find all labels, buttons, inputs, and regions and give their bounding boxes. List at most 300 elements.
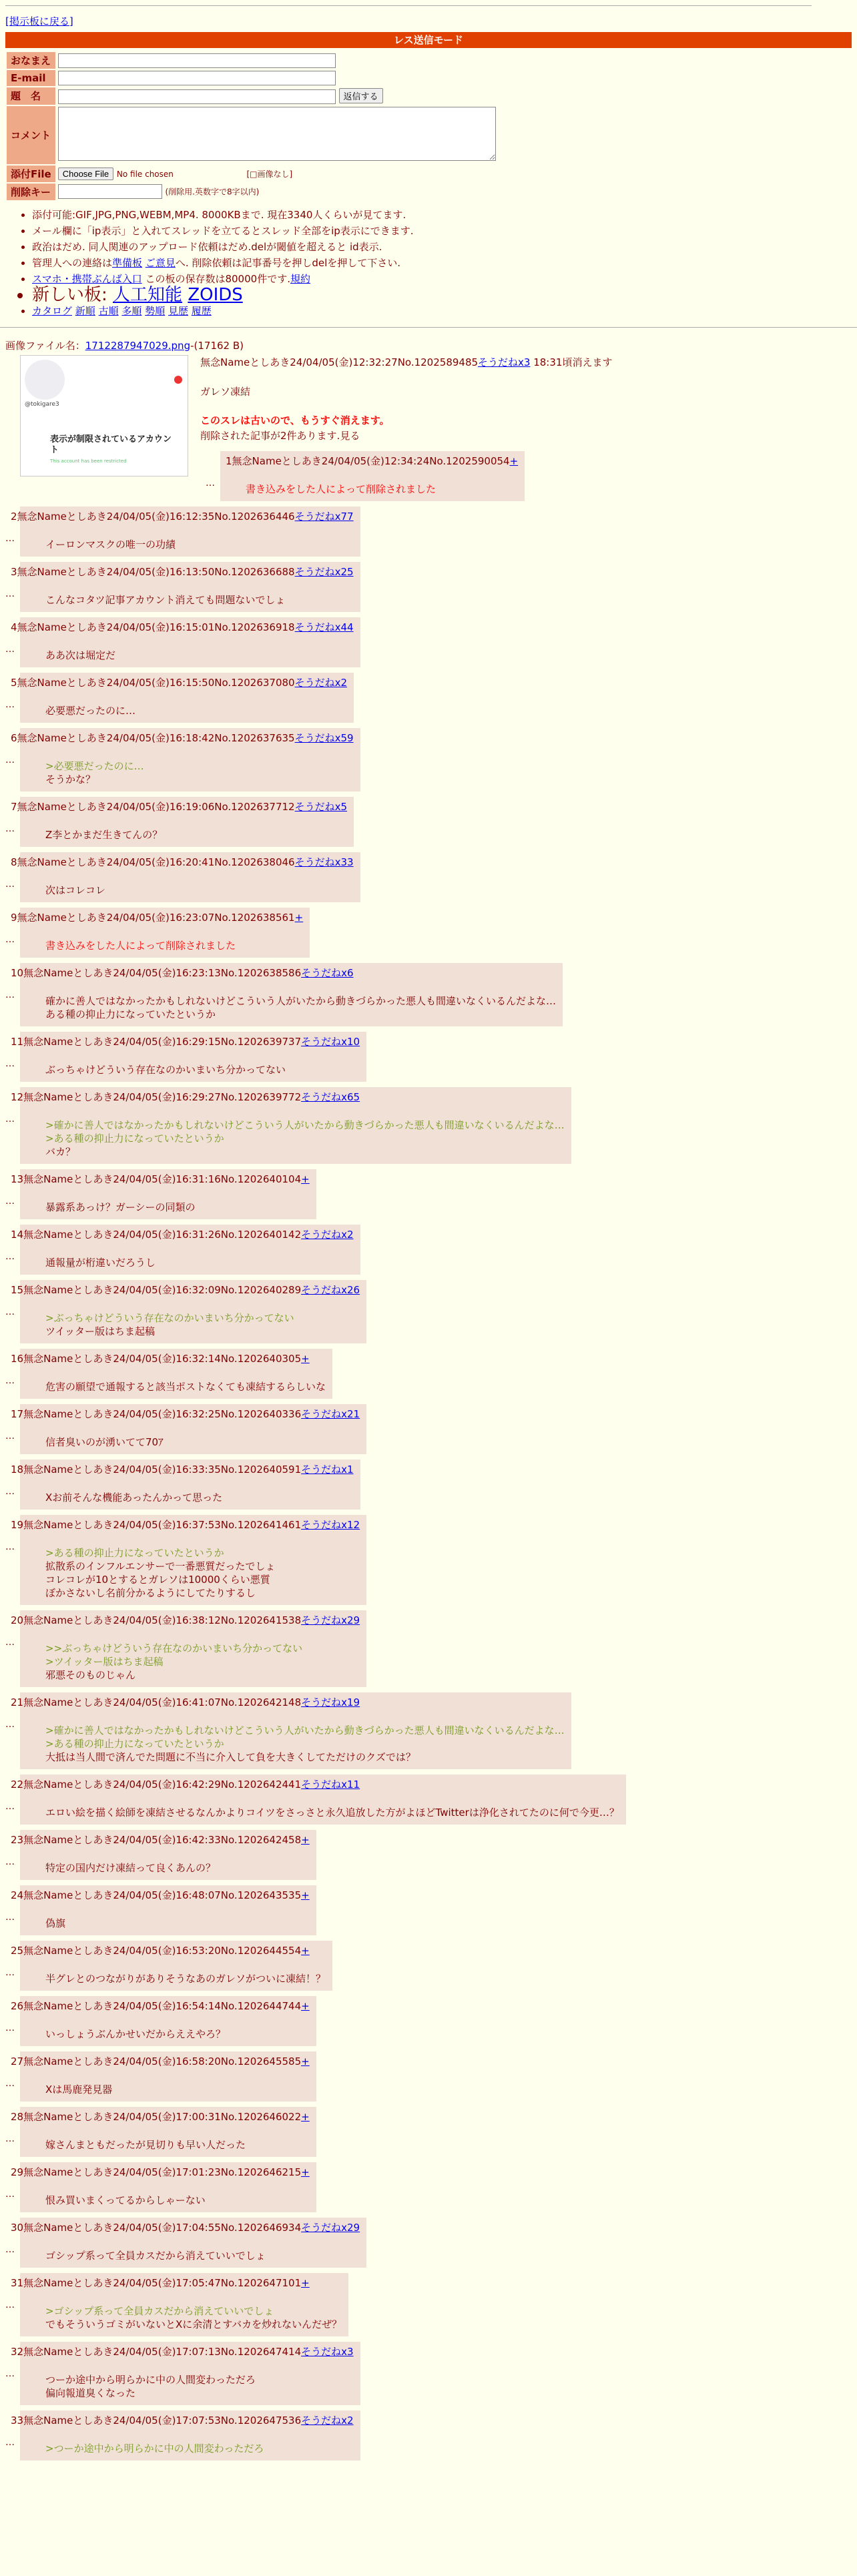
reply-menu-icon[interactable]: …: [5, 1636, 15, 1648]
reply-menu-icon[interactable]: …: [5, 588, 15, 599]
feedback-link[interactable]: ご意見: [145, 256, 176, 269]
quote-line: >>ぶっちゃけどういう存在なのかいまいち分かってない: [45, 1642, 303, 1654]
soudane-button[interactable]: そうだねx29: [301, 2221, 360, 2234]
reply-body: [45, 939, 303, 952]
reply-number: 11: [11, 1035, 24, 1048]
reply-meta: 無念Nameとしあき24/04/05(金)16:31:26No.1202640142: [23, 1228, 302, 1241]
reply-number: 30: [11, 2221, 24, 2234]
comment-field[interactable]: [58, 107, 496, 161]
reply-text: 信者臭いのが湧いてて70ｱ: [45, 1435, 164, 1448]
section-divider: [0, 327, 857, 328]
reply-post: [11, 1941, 332, 1991]
reply-header: [11, 2413, 354, 2427]
reply-meta: 無念Nameとしあき24/04/05(金)16:42:29No.1202642441: [23, 1778, 302, 1791]
reply-meta: 無念Nameとしあき24/04/05(金)17:04:55No.1202646934: [23, 2221, 302, 2234]
reply-row: [5, 1349, 852, 1399]
reply-text: 次はコレコレ: [45, 884, 106, 896]
reply-number: 24: [11, 1889, 24, 1901]
reply-number: 25: [11, 1944, 24, 1957]
reply-body: [45, 884, 354, 897]
soudane-button[interactable]: +: [509, 454, 519, 467]
reply-header: [11, 1999, 310, 2013]
no-image-checkbox[interactable]: [□画像なし]: [246, 169, 293, 179]
reply-menu-icon[interactable]: …: [5, 2437, 15, 2448]
soudane-button[interactable]: そうだねx3: [478, 356, 531, 368]
reply-post: [11, 617, 360, 667]
catalog-link[interactable]: カタログ: [32, 304, 73, 317]
reply-number: 22: [11, 1778, 24, 1791]
soudane-button[interactable]: そうだねx10: [301, 1035, 360, 1048]
sort-many-link[interactable]: 多順: [121, 304, 142, 317]
reply-text: ある種の抑止力になっていたというか: [45, 1008, 216, 1020]
reply-header: [11, 1518, 360, 1532]
reply-number: 16: [11, 1352, 24, 1365]
soudane-button[interactable]: そうだねx2: [294, 676, 347, 689]
soudane-button[interactable]: そうだねx26: [301, 1283, 360, 1296]
reply-body: [45, 1063, 360, 1076]
soudane-button[interactable]: そうだねx6: [301, 966, 354, 979]
reply-number: 7: [11, 800, 17, 813]
reply-text: 大抵は当人間で済んでた問題に不当に介入して負を大きくしてただけのクズでは？: [45, 1750, 416, 1763]
reply-form: [5, 51, 499, 202]
reply-header: [11, 2276, 342, 2290]
reply-number: 33: [11, 2414, 24, 2427]
reply-menu-icon[interactable]: …: [5, 1251, 15, 1262]
reply-meta: 無念Nameとしあき24/04/05(金)16:29:27No.1202639772: [23, 1090, 302, 1103]
reply-text: コレコレが10とするとガレソは10000くらい悪質: [45, 1573, 270, 1586]
quote-line: >つーか途中から明らかに中の人間変わっただろ: [45, 2442, 264, 2455]
board-notes: [5, 208, 852, 318]
reply-post: [11, 2273, 348, 2336]
reply-body: [45, 2138, 310, 2152]
deleted-notice: 書き込みをした人によって削除されました: [246, 482, 437, 495]
reply-row: [5, 2342, 852, 2405]
reply-menu-icon[interactable]: …: [5, 1801, 15, 1812]
reply-text: ぼかさないし名前分かるようにしてたりするし: [45, 1586, 256, 1599]
soudane-button[interactable]: +: [301, 1173, 310, 1185]
reply-header: [11, 1462, 354, 1476]
reply-header: [11, 1613, 360, 1627]
quote-line: >ある種の抑止力になっていたというか: [45, 1132, 224, 1145]
reply-meta: 無念Nameとしあき24/04/05(金)16:13:50No.1202636688: [17, 565, 295, 578]
reply-row: [5, 852, 852, 902]
reply-meta: 無念Nameとしあき24/04/05(金)16:42:33No.1202642458: [23, 1833, 302, 1846]
reply-body: [45, 2373, 354, 2400]
reply-row: [5, 2410, 852, 2461]
reply-header: [11, 1777, 619, 1791]
reply-post: [11, 2051, 316, 2102]
reply-row: [206, 451, 852, 501]
reply-meta: 無念Nameとしあき24/04/05(金)17:05:47No.1202647101: [23, 2276, 302, 2289]
reply-post: [11, 1830, 316, 1880]
submit-reply-button[interactable]: 返信する: [339, 88, 383, 103]
reply-menu-icon[interactable]: …: [5, 878, 15, 890]
op-thumbnail-image[interactable]: @tokigare3 表示が制限されているアカウント This account has been restricted: [20, 355, 188, 476]
deleted-note[interactable]: 削除された記事が2件あります.見る: [200, 429, 360, 442]
reply-meta: 無念Nameとしあき24/04/05(金)12:34:24No.1202590054: [232, 454, 510, 467]
op-header: 無念Nameとしあき24/04/05(金)12:32:27No.1202589485そうだねx3 18:31頃消えます: [200, 356, 613, 368]
reply-body: [246, 482, 518, 496]
reply-post: [11, 728, 360, 791]
reply-number: 29: [11, 2166, 24, 2178]
reply-body: [45, 593, 354, 607]
reply-number: 18: [11, 1463, 24, 1476]
reply-text: 必要悪だったのに…: [45, 704, 136, 717]
view-history-link[interactable]: 見歴: [168, 304, 188, 317]
reply-post: [11, 1225, 360, 1275]
reply-meta: 無念Nameとしあき24/04/05(金)16:58:20No.1202645585: [23, 2055, 302, 2067]
reply-row: [5, 1885, 852, 1935]
reply-row: [5, 1692, 852, 1769]
reply-meta: 無念Nameとしあき24/04/05(金)16:48:07No.1202643535: [23, 1889, 302, 1901]
reply-menu-icon[interactable]: …: [206, 477, 215, 489]
subject-field[interactable]: [58, 89, 336, 104]
reply-meta: 無念Nameとしあき24/04/05(金)16:29:15No.1202639737: [23, 1035, 302, 1048]
delete-key-note: (削除用.英数字で8字以内): [165, 187, 260, 197]
reply-row: [5, 797, 852, 847]
reply-text: 危害の願望で通報すると該当ポストなくても凍結するらしいな: [45, 1380, 326, 1393]
reply-text: ああ次は堀定だ: [45, 649, 116, 661]
reply-menu-icon[interactable]: …: [5, 1430, 15, 1441]
reply-body: [45, 1972, 326, 1985]
delete-key-field[interactable]: [58, 184, 162, 199]
reply-body: [45, 2249, 360, 2262]
reply-menu-icon[interactable]: …: [5, 989, 15, 1000]
reply-text: 半グレとのつながりがありそうなあのガレソがついに凍結！？: [45, 1972, 326, 1985]
no-file-text: No file chosen: [116, 169, 174, 179]
reply-header: [11, 675, 347, 689]
reply-meta: 無念Nameとしあき24/04/05(金)17:07:13No.1202647414: [23, 2345, 302, 2358]
quote-line: >ある種の抑止力になっていたというか: [45, 1546, 224, 1559]
reply-header: [11, 731, 354, 745]
reply-menu-icon[interactable]: …: [5, 1856, 15, 1867]
reply-post: [11, 1775, 626, 1825]
reply-menu-icon[interactable]: …: [5, 2188, 15, 2200]
reply-meta: 無念Nameとしあき24/04/05(金)16:53:20No.1202644554: [23, 1944, 302, 1957]
soudane-button[interactable]: +: [301, 2166, 310, 2178]
reply-number: 28: [11, 2110, 24, 2123]
email-field[interactable]: [58, 71, 336, 85]
reply-meta: 無念Nameとしあき24/04/05(金)16:20:41No.1202638046: [17, 856, 295, 868]
reply-header: [11, 509, 354, 523]
reply-number: 5: [11, 676, 17, 689]
name-field[interactable]: [58, 53, 336, 68]
reply-list: [5, 451, 852, 2461]
reply-row: [5, 1280, 852, 1343]
quote-line: >ぶっちゃけどういう存在なのかいまいち分かってない: [45, 1311, 294, 1324]
reply-row: [5, 1610, 852, 1687]
file-label: 添付File: [7, 166, 55, 182]
note-item: • メール欄に「ip表示」と入れてスレッドを立てるとスレッド全部をip表示にできます.: [32, 224, 852, 238]
reply-text: 邪悪そのものじゃん: [45, 1668, 136, 1681]
reply-row: [5, 617, 852, 667]
soudane-button[interactable]: そうだねx77: [294, 510, 354, 523]
reply-header: [11, 1283, 360, 1297]
reply-number: 8: [11, 856, 17, 868]
reply-menu-icon[interactable]: …: [5, 2077, 15, 2089]
soudane-button[interactable]: そうだねx25: [294, 565, 354, 578]
reply-header: [11, 620, 354, 634]
reply-meta: 無念Nameとしあき24/04/05(金)16:15:01No.1202636918: [17, 621, 295, 633]
reply-number: 19: [11, 1518, 24, 1531]
soudane-button[interactable]: そうだねx33: [294, 856, 354, 868]
reply-text: 通報量が桁違いだろうし: [45, 1256, 156, 1269]
reply-post: [11, 1087, 571, 1164]
quote-line: >確かに善人ではなかったかもしれないけどこういう人がいたから動きづらかった悪人も間違いなくいるんだよな…: [45, 1724, 565, 1736]
reply-body: [45, 649, 354, 662]
reply-meta: 無念Nameとしあき24/04/05(金)17:00:31No.1202646022: [23, 2110, 302, 2123]
reply-meta: 無念Nameとしあき24/04/05(金)16:33:35No.1202640591: [23, 1463, 302, 1476]
reply-meta: 無念Nameとしあき24/04/05(金)16:18:42No.1202637635: [17, 731, 295, 744]
reply-menu-icon[interactable]: …: [5, 934, 15, 945]
reply-row: [5, 1775, 852, 1825]
reply-text: ぶっちゃけどういう存在なのかいまいち分かってない: [45, 1063, 286, 1076]
delete-key-label: 削除キー: [7, 184, 55, 200]
reply-row: [5, 1460, 852, 1510]
reply-body: [45, 1256, 354, 1269]
reply-menu-icon[interactable]: …: [5, 1541, 15, 1552]
reply-post: [11, 1610, 366, 1687]
reply-body: [45, 1491, 354, 1504]
reply-text: 拡散系のインフルエンサーで一番悪質だったでしょ: [45, 1560, 276, 1572]
reply-post: [11, 673, 354, 723]
reply-menu-icon[interactable]: …: [5, 533, 15, 544]
reply-number: 3: [11, 565, 17, 578]
reply-header: [11, 2165, 310, 2179]
reply-post: [11, 852, 360, 902]
sort-old-link[interactable]: 古順: [98, 304, 119, 317]
reply-meta: 無念Nameとしあき24/04/05(金)16:23:13No.1202638586: [23, 966, 302, 979]
expiry-warning: このスレは古いので、もうすぐ消えます。: [200, 414, 390, 426]
reply-body: [45, 1311, 360, 1338]
reply-menu-icon[interactable]: …: [5, 2299, 15, 2310]
reply-meta: 無念Nameとしあき24/04/05(金)16:54:14No.1202644744: [23, 1999, 302, 2012]
reply-number: 13: [11, 1173, 24, 1185]
reply-menu-icon[interactable]: …: [5, 2368, 15, 2379]
soudane-button[interactable]: +: [301, 2110, 310, 2123]
reply-body: [45, 1435, 360, 1449]
note-item: • 政治はだめ. 同人関連のアップロード依頼はだめ.delが閾値を超えると id表示.: [32, 240, 852, 254]
reply-body: [45, 1917, 310, 1930]
reply-text: 偏向報道臭くなった: [45, 2386, 136, 2399]
soudane-button[interactable]: そうだねx19: [301, 1696, 360, 1708]
sort-new-link[interactable]: 新順: [75, 304, 95, 317]
reply-text: 偽旗: [45, 1917, 66, 1929]
reply-meta: 無念Nameとしあき24/04/05(金)16:41:07No.1202642148: [23, 1696, 302, 1708]
reply-row: [5, 963, 852, 1026]
reply-body: [45, 2083, 310, 2096]
reply-text: ツイッター版はちま起稿: [45, 1325, 155, 1337]
catalog-links: [32, 304, 852, 318]
reply-header: [11, 855, 354, 869]
board-link-zoids[interactable]: ZOIDS: [188, 284, 243, 305]
reply-mode-banner: レス送信モード: [5, 32, 852, 48]
reply-meta: 無念Nameとしあき24/04/05(金)17:01:23No.1202646215: [23, 2166, 302, 2178]
avatar: [25, 360, 65, 400]
soudane-button[interactable]: そうだねx65: [301, 1090, 360, 1103]
reply-text: Z李とかまだ生きてんの？: [45, 828, 163, 841]
reply-header: [11, 1407, 360, 1421]
reply-meta: 無念Nameとしあき24/04/05(金)16:15:50No.1202637080: [17, 676, 295, 689]
reply-post: [11, 963, 563, 1026]
soudane-button[interactable]: +: [301, 1944, 310, 1957]
reply-header: [11, 1695, 565, 1709]
reply-menu-icon[interactable]: …: [5, 754, 15, 765]
reply-row: [5, 2107, 852, 2157]
reply-post: [11, 2162, 316, 2212]
reply-header: [226, 454, 518, 468]
history-link[interactable]: 履歴: [191, 304, 212, 317]
reply-number: 2: [11, 510, 17, 523]
board-link-ai[interactable]: 人工知能: [113, 284, 183, 305]
reply-body: [45, 2442, 354, 2455]
soudane-button[interactable]: そうだねx12: [301, 1518, 360, 1531]
reply-menu-icon[interactable]: …: [5, 1967, 15, 1978]
reply-menu-icon[interactable]: …: [5, 2244, 15, 2255]
reply-row: [5, 2051, 852, 2102]
soudane-button[interactable]: そうだねx11: [301, 1778, 360, 1791]
reply-header: [11, 2054, 310, 2068]
soudane-button[interactable]: そうだねx29: [301, 1614, 360, 1626]
reply-post: [11, 1169, 316, 1219]
reply-post: [11, 1885, 316, 1935]
new-boards-item: • 新しい板: 人工知能 ZOIDS: [32, 288, 852, 302]
reply-menu-icon[interactable]: …: [5, 2022, 15, 2033]
reply-header: [11, 2344, 354, 2358]
reply-body: [45, 994, 556, 1021]
reply-menu-icon[interactable]: …: [5, 1058, 15, 1069]
reply-row: [5, 1225, 852, 1275]
reply-row: [5, 673, 852, 723]
reply-menu-icon[interactable]: …: [5, 1306, 15, 1317]
reply-menu-icon[interactable]: …: [5, 823, 15, 834]
reply-menu-icon[interactable]: …: [5, 2133, 15, 2144]
reply-post: [11, 1032, 366, 1082]
choose-file-button[interactable]: Choose File: [58, 168, 113, 180]
reply-menu-icon[interactable]: …: [5, 1911, 15, 1923]
reply-body: [45, 1642, 360, 1682]
reply-menu-icon[interactable]: …: [5, 1113, 15, 1124]
reply-row: [5, 908, 852, 958]
reply-number: 6: [11, 731, 17, 744]
reply-row: [5, 1996, 852, 2046]
reply-menu-icon[interactable]: …: [5, 699, 15, 710]
soudane-button[interactable]: そうだねx2: [301, 1228, 354, 1241]
sort-momentum-link[interactable]: 勢順: [145, 304, 166, 317]
reply-text: イーロンマスクの唯一の功績: [45, 538, 176, 551]
reply-text: 特定の国内だけ凍結って良くあんの？: [45, 1861, 216, 1874]
reply-text: 確かに善人ではなかったかもしれないけどこういう人がいたから動きづらかった悪人も間違いなくいるんだよな…: [45, 994, 557, 1007]
note-item: • 管理人への連絡は準備板 ご意見へ. 削除依頼は記事番号を押しdelを押して下さい.: [32, 256, 852, 270]
reply-text: Xお前そんな機能あったんかって思った: [45, 1491, 223, 1504]
quote-line: >ツイッター版はちま起稿: [45, 1655, 164, 1668]
soudane-button[interactable]: そうだねx44: [294, 621, 354, 633]
reply-row: [5, 1087, 852, 1164]
reply-menu-icon[interactable]: …: [5, 1375, 15, 1386]
reply-header: [11, 2220, 360, 2234]
quote-line: >ゴシップ系って全員カスだから消えていいでしょ: [45, 2304, 274, 2317]
soudane-button[interactable]: +: [301, 2055, 310, 2067]
reply-number: 17: [11, 1407, 24, 1420]
reply-meta: 無念Nameとしあき24/04/05(金)16:38:12No.1202641538: [23, 1614, 302, 1626]
reply-text: エロい絵を描く絵師を凍結させるなんかよりコイツをさっさと永久追放した方がよほどTwitterは浄化されてたのに何で今更…？: [45, 1806, 619, 1819]
soudane-button[interactable]: そうだねx59: [294, 731, 354, 744]
reply-row: [5, 562, 852, 612]
reply-body: [45, 1724, 565, 1764]
reply-header: [11, 1888, 310, 1902]
reply-header: [11, 2110, 310, 2124]
reply-header: [11, 910, 304, 924]
comment-label: コメント: [7, 106, 55, 164]
reply-menu-icon[interactable]: …: [5, 1195, 15, 1207]
reply-text: 嫁さんまともだったが見切りも早い人だった: [45, 2138, 246, 2151]
reply-body: [45, 1118, 565, 1159]
reply-meta: 無念Nameとしあき24/04/05(金)16:19:06No.1202637712: [17, 800, 295, 813]
reply-body: [45, 538, 354, 551]
reply-number: 31: [11, 2276, 24, 2289]
image-file-link[interactable]: 1712287947029.png: [85, 339, 191, 352]
quote-line: >必要悪だったのに…: [45, 759, 144, 772]
soudane-button[interactable]: +: [301, 1833, 310, 1846]
prep-board-link[interactable]: 準備板: [112, 256, 143, 269]
name-label: おなまえ: [7, 52, 55, 69]
reply-text: いっしょうぶんかせいだからええやろ？: [45, 2027, 226, 2040]
reply-post: [11, 908, 310, 958]
reply-meta: 無念Nameとしあき24/04/05(金)16:31:16No.1202640104: [23, 1173, 302, 1185]
red-dot-icon: [174, 376, 182, 384]
reply-post: [11, 562, 360, 612]
soudane-button[interactable]: +: [301, 1352, 310, 1365]
soudane-button[interactable]: そうだねx21: [301, 1407, 360, 1420]
reply-meta: 無念Nameとしあき24/04/05(金)17:07:53No.1202647536: [23, 2414, 302, 2427]
reply-menu-icon[interactable]: …: [5, 1486, 15, 1497]
soudane-button[interactable]: そうだねx1: [301, 1463, 354, 1476]
reply-meta: 無念Nameとしあき24/04/05(金)16:32:14No.1202640305: [23, 1352, 302, 1365]
soudane-button[interactable]: そうだねx3: [301, 2345, 354, 2358]
soudane-button[interactable]: そうだねx5: [294, 800, 347, 813]
soudane-button[interactable]: +: [301, 1889, 310, 1901]
soudane-button[interactable]: +: [301, 1999, 310, 2012]
reply-post: [11, 1692, 571, 1769]
subject-label: 題 名: [7, 87, 55, 105]
reply-post: [11, 2107, 316, 2157]
reply-number: 27: [11, 2055, 24, 2067]
reply-menu-icon[interactable]: …: [5, 643, 15, 655]
reply-header: [11, 966, 556, 980]
reply-row: [5, 728, 852, 791]
terms-link[interactable]: 規約: [290, 272, 310, 285]
reply-post: [11, 2410, 360, 2461]
back-to-board-link[interactable]: [掲示板に戻る]: [5, 15, 73, 27]
reply-body: [45, 1380, 326, 1393]
reply-text: 恨み買いまくってるからしゃーない: [45, 2194, 206, 2206]
reply-number: 26: [11, 1999, 24, 2012]
mobile-entry-link[interactable]: スマホ・携帯ぶんば入口: [32, 272, 142, 285]
soudane-button[interactable]: そうだねx2: [301, 2414, 354, 2427]
reply-header: [11, 799, 347, 814]
email-label: E-mail: [7, 70, 55, 86]
soudane-button[interactable]: +: [301, 2276, 310, 2289]
reply-post: [11, 1460, 360, 1510]
reply-number: 1: [226, 454, 232, 467]
reply-body: [45, 1546, 360, 1600]
reply-post: [11, 1280, 366, 1343]
reply-body: [45, 704, 347, 717]
reply-number: 20: [11, 1614, 24, 1626]
reply-meta: 無念Nameとしあき24/04/05(金)16:32:09No.1202640289: [23, 1283, 302, 1296]
reply-menu-icon[interactable]: …: [5, 1718, 15, 1730]
soudane-button[interactable]: +: [294, 911, 304, 924]
